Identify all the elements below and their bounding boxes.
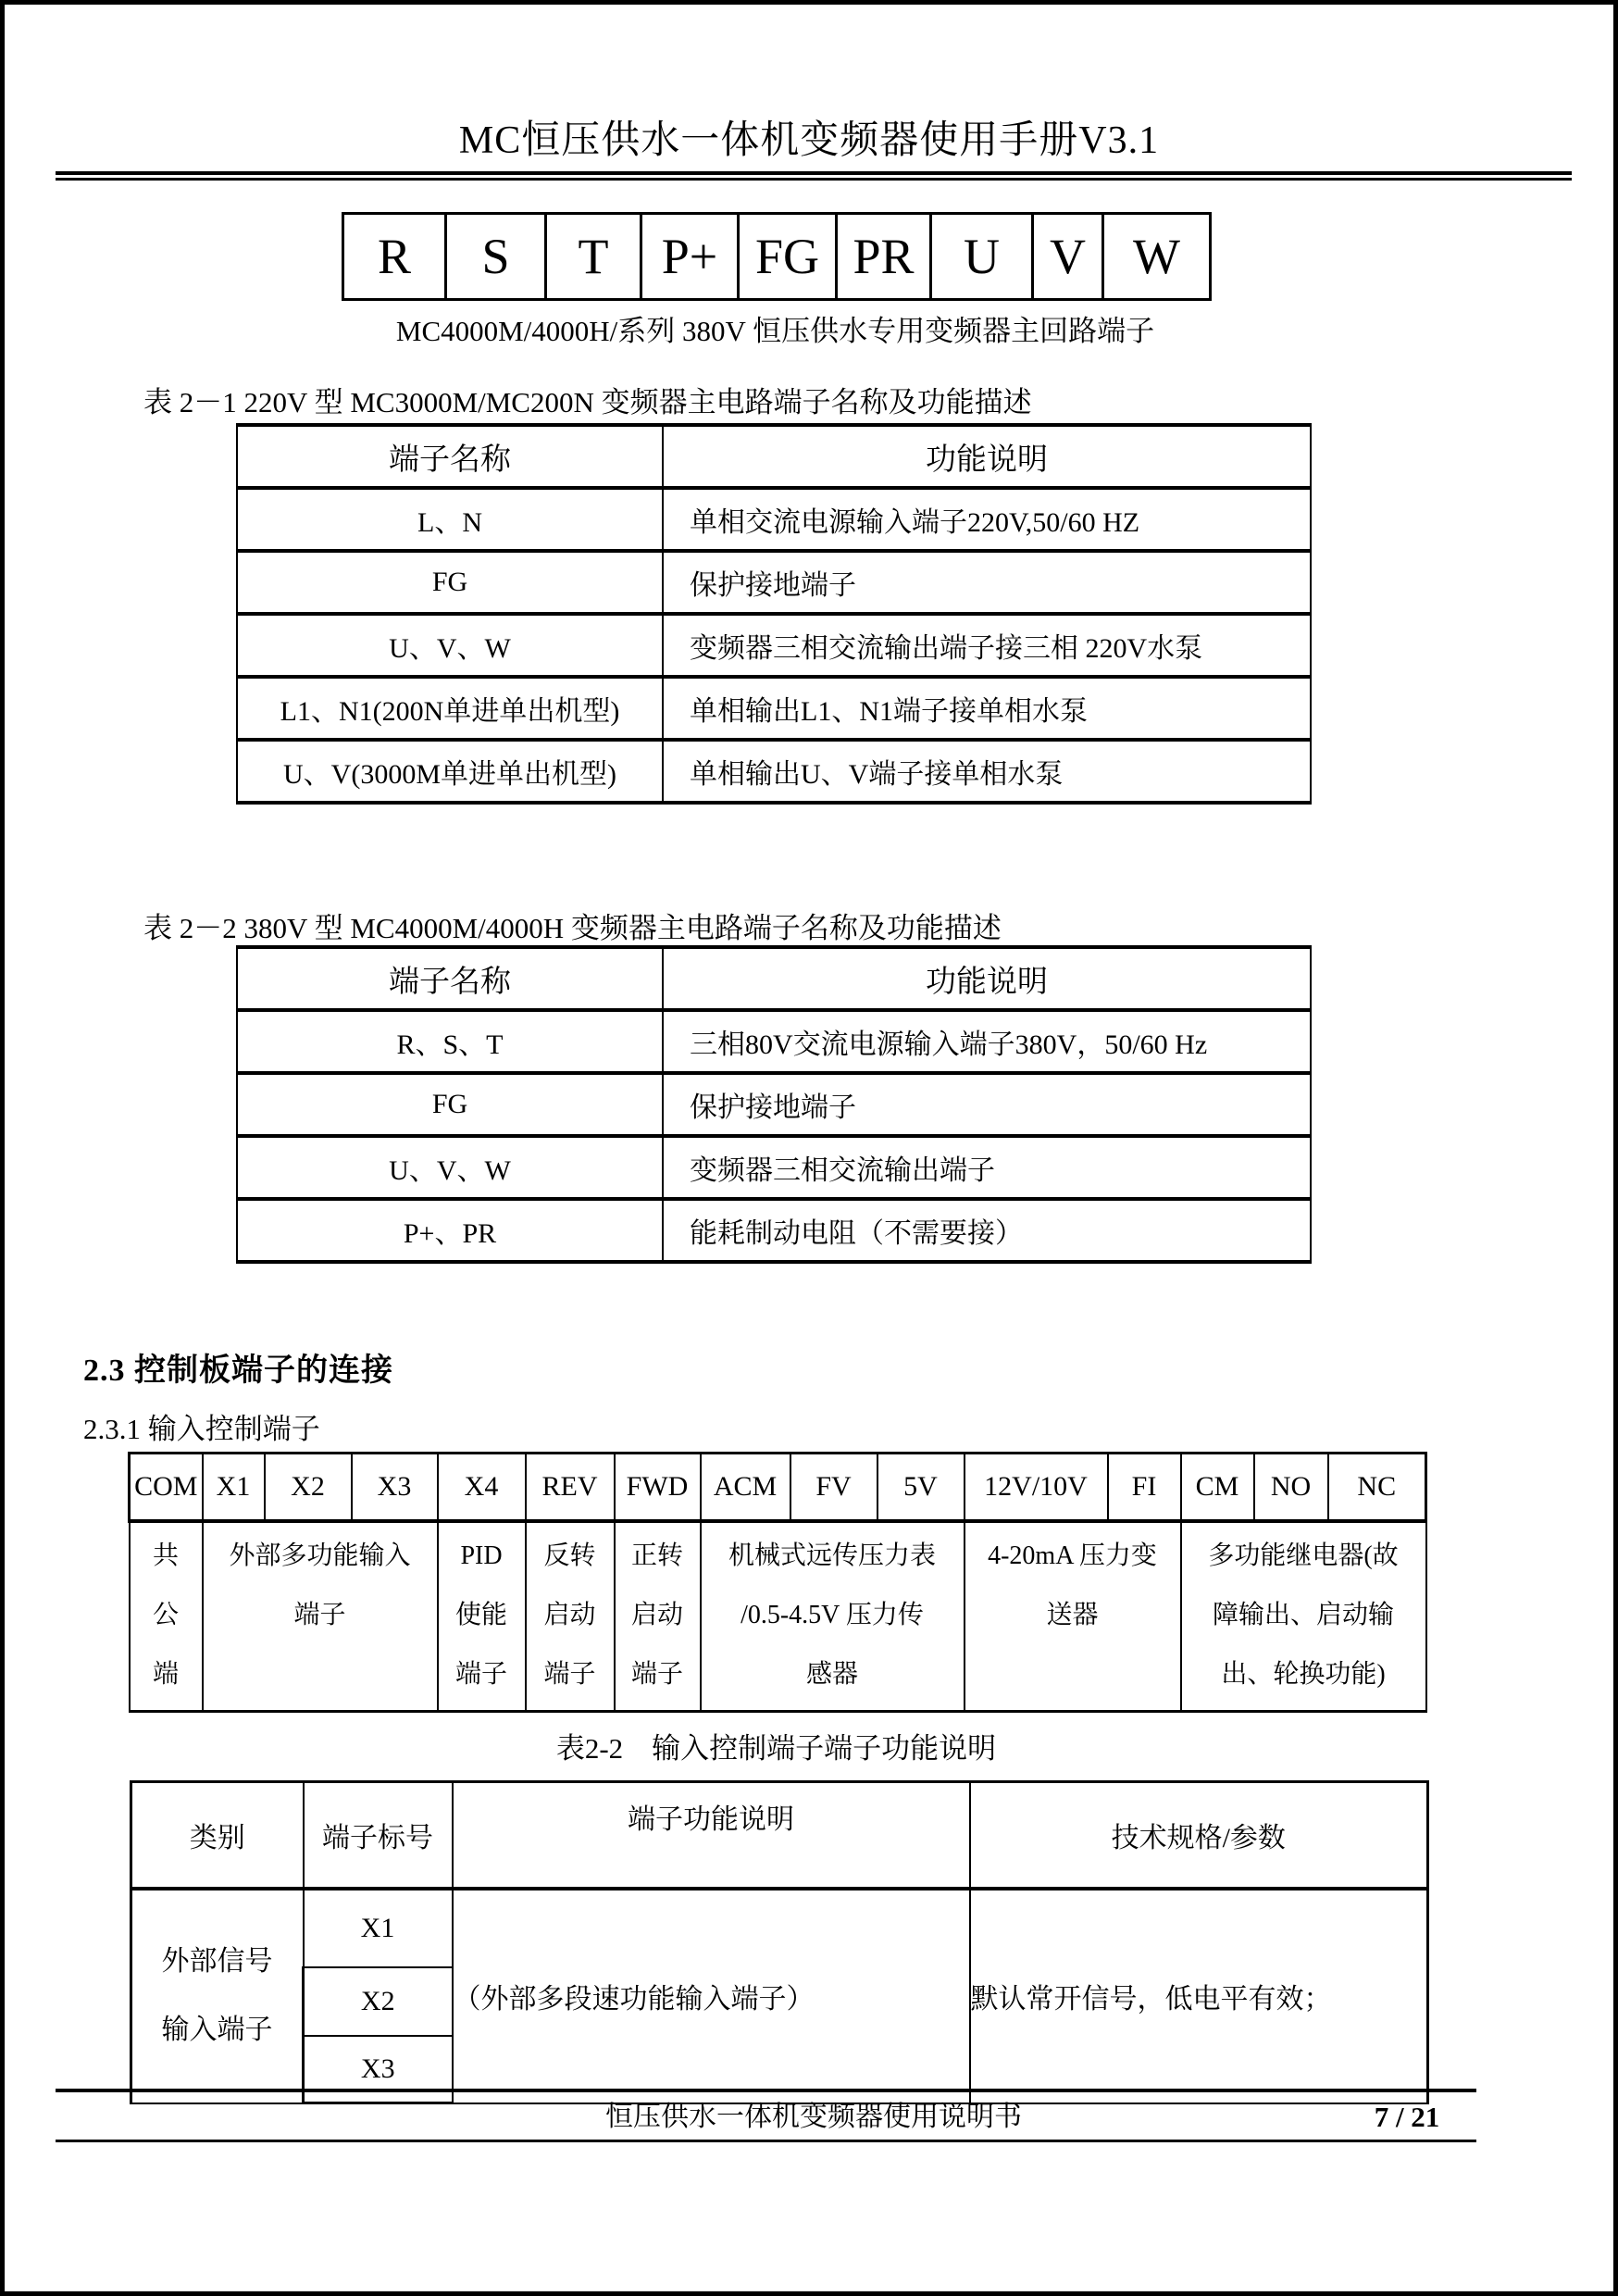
terminal-desc: 保护接地端子	[663, 1073, 1311, 1136]
terminal-spec: 默认常开信号，低电平有效；	[970, 1889, 1428, 2103]
control-terminal-table	[128, 1452, 1427, 1713]
footer-rule-top	[56, 2089, 1476, 2092]
table-row	[237, 1073, 1311, 1136]
control-desc-row	[130, 1521, 1426, 1712]
header-double-rule	[56, 171, 1572, 181]
terminal-cell: S	[446, 214, 546, 300]
terminal-cell: W	[1103, 214, 1211, 300]
control-terminal-label: X3	[352, 1454, 438, 1522]
terminal-strip-caption: MC4000M/4000H/系列 380V 恒压供水专用变频器主回路端子	[395, 315, 1155, 347]
terminal-desc: 能耗制动电阻（不需要接）	[663, 1199, 1311, 1262]
control-terminal-label: FV	[790, 1454, 877, 1522]
footer-document-name: 恒压供水一体机变频器使用说明书	[605, 2102, 1022, 2132]
control-terminal-label: X2	[265, 1454, 352, 1522]
terminal-id: X2	[304, 1967, 453, 2036]
footer-rule-bottom	[56, 2140, 1476, 2142]
table-row	[237, 488, 1311, 551]
desc-pressure-gauge: 机械式远传压力表 /0.5-4.5V 压力传 感器	[701, 1521, 965, 1712]
desc-pid-enable: PID 使能 端子	[438, 1521, 526, 1712]
terminal-function-desc: （外部多段速功能输入端子）	[453, 1889, 970, 2103]
desc-common-terminal: 共 公 端	[130, 1521, 203, 1712]
table-header-row	[237, 947, 1311, 1010]
terminal-cell: FG	[739, 214, 837, 300]
control-terminal-label: X1	[203, 1454, 265, 1522]
terminal-name: U、V(3000M单进单出机型)	[237, 740, 663, 803]
terminal-name: U、V、W	[237, 1136, 663, 1199]
desc-reverse-start: 反转 启动 端子	[526, 1521, 615, 1712]
table-row	[237, 614, 1311, 677]
io-row	[131, 1889, 1428, 1967]
terminal-cell: P+	[641, 214, 739, 300]
table-row	[237, 677, 1311, 740]
control-table-caption: 表2-2 输入控制端子端子功能说明	[555, 1732, 997, 1765]
terminal-cell: V	[1033, 214, 1103, 300]
terminal-desc: 单相交流电源输入端子220V,50/60 HZ	[663, 488, 1311, 551]
desc-pressure-transmitter: 4-20mA 压力变 送器	[965, 1521, 1181, 1712]
column-header: 功能说明	[663, 947, 1311, 1010]
table-row	[237, 1199, 1311, 1262]
terminal-id: X1	[304, 1889, 453, 1967]
page-title: MC恒压供水一体机变频器使用手册V3.1	[458, 119, 1160, 162]
table-header-row	[237, 425, 1311, 488]
section-heading-2-3: 2.3 控制板端子的连接	[83, 1354, 393, 1388]
desc-multifunction-inputs: 外部多功能输入 端子	[203, 1521, 438, 1712]
column-header: 端子标号	[304, 1782, 453, 1890]
control-terminal-label: NO	[1254, 1454, 1328, 1522]
control-terminal-label: COM	[130, 1454, 203, 1522]
terminal-name: P+、PR	[237, 1199, 663, 1262]
table-row	[237, 1010, 1311, 1073]
terminal-name: L、N	[237, 488, 663, 551]
column-header: 类别	[131, 1782, 304, 1890]
control-terminal-label: ACM	[701, 1454, 790, 1522]
io-header-row	[131, 1782, 1428, 1890]
table21-caption: 表 2－1 220V 型 MC3000M/MC200N 变频器主电路端子名称及功能描述	[143, 386, 1032, 418]
column-header: 端子名称	[237, 947, 663, 1010]
table-380v-terminals	[236, 945, 1312, 1264]
terminal-cell: R	[343, 214, 446, 300]
control-terminal-label: 5V	[877, 1454, 965, 1522]
column-header: 功能说明	[663, 425, 1311, 488]
table22-caption: 表 2－2 380V 型 MC4000M/4000H 变频器主电路端子名称及功能描述	[143, 912, 1002, 944]
control-terminal-label: FWD	[615, 1454, 701, 1522]
control-terminal-label: X4	[438, 1454, 526, 1522]
section-heading-2-3-1: 2.3.1 输入控制端子	[83, 1413, 320, 1445]
table-row	[237, 740, 1311, 803]
control-terminal-label: NC	[1328, 1454, 1426, 1522]
terminal-id: X3	[304, 2036, 453, 2103]
main-circuit-terminal-strip	[342, 212, 1212, 301]
terminal-desc: 变频器三相交流输出端子	[663, 1136, 1311, 1199]
desc-multifunction-relay: 多功能继电器(故 障输出、启动输 出、轮换功能)	[1181, 1521, 1426, 1712]
terminal-desc: 单相输出U、V端子接单相水泵	[663, 740, 1311, 803]
terminal-desc: 三相80V交流电源输入端子380V，50/60 Hz	[663, 1010, 1311, 1073]
control-header-row	[130, 1454, 1426, 1522]
terminal-desc: 保护接地端子	[663, 551, 1311, 614]
terminal-cell: PR	[837, 214, 931, 300]
terminal-name: U、V、W	[237, 614, 663, 677]
terminal-name: L1、N1(200N单进单出机型)	[237, 677, 663, 740]
terminal-name: FG	[237, 1073, 663, 1136]
table-220v-terminals	[236, 423, 1312, 805]
column-header: 端子名称	[237, 425, 663, 488]
control-terminal-label: REV	[526, 1454, 615, 1522]
control-terminal-label: 12V/10V	[965, 1454, 1108, 1522]
column-header: 技术规格/参数	[970, 1782, 1428, 1890]
column-header: 端子功能说明	[453, 1782, 970, 1890]
terminal-name: FG	[237, 551, 663, 614]
desc-forward-start: 正转 启动 端子	[615, 1521, 701, 1712]
terminal-desc: 单相输出L1、N1端子接单相水泵	[663, 677, 1311, 740]
terminal-cell: T	[546, 214, 641, 300]
footer-page-number: 7 / 21	[1374, 2101, 1440, 2133]
input-terminal-function-table	[130, 1780, 1429, 2104]
terminal-category: 外部信号 输入端子	[131, 1889, 304, 2103]
control-terminal-label: CM	[1181, 1454, 1254, 1522]
control-terminal-label: FI	[1108, 1454, 1181, 1522]
terminal-desc: 变频器三相交流输出端子接三相 220V水泵	[663, 614, 1311, 677]
table-row	[237, 551, 1311, 614]
terminal-cell: U	[931, 214, 1033, 300]
table-row	[237, 1136, 1311, 1199]
terminal-name: R、S、T	[237, 1010, 663, 1073]
